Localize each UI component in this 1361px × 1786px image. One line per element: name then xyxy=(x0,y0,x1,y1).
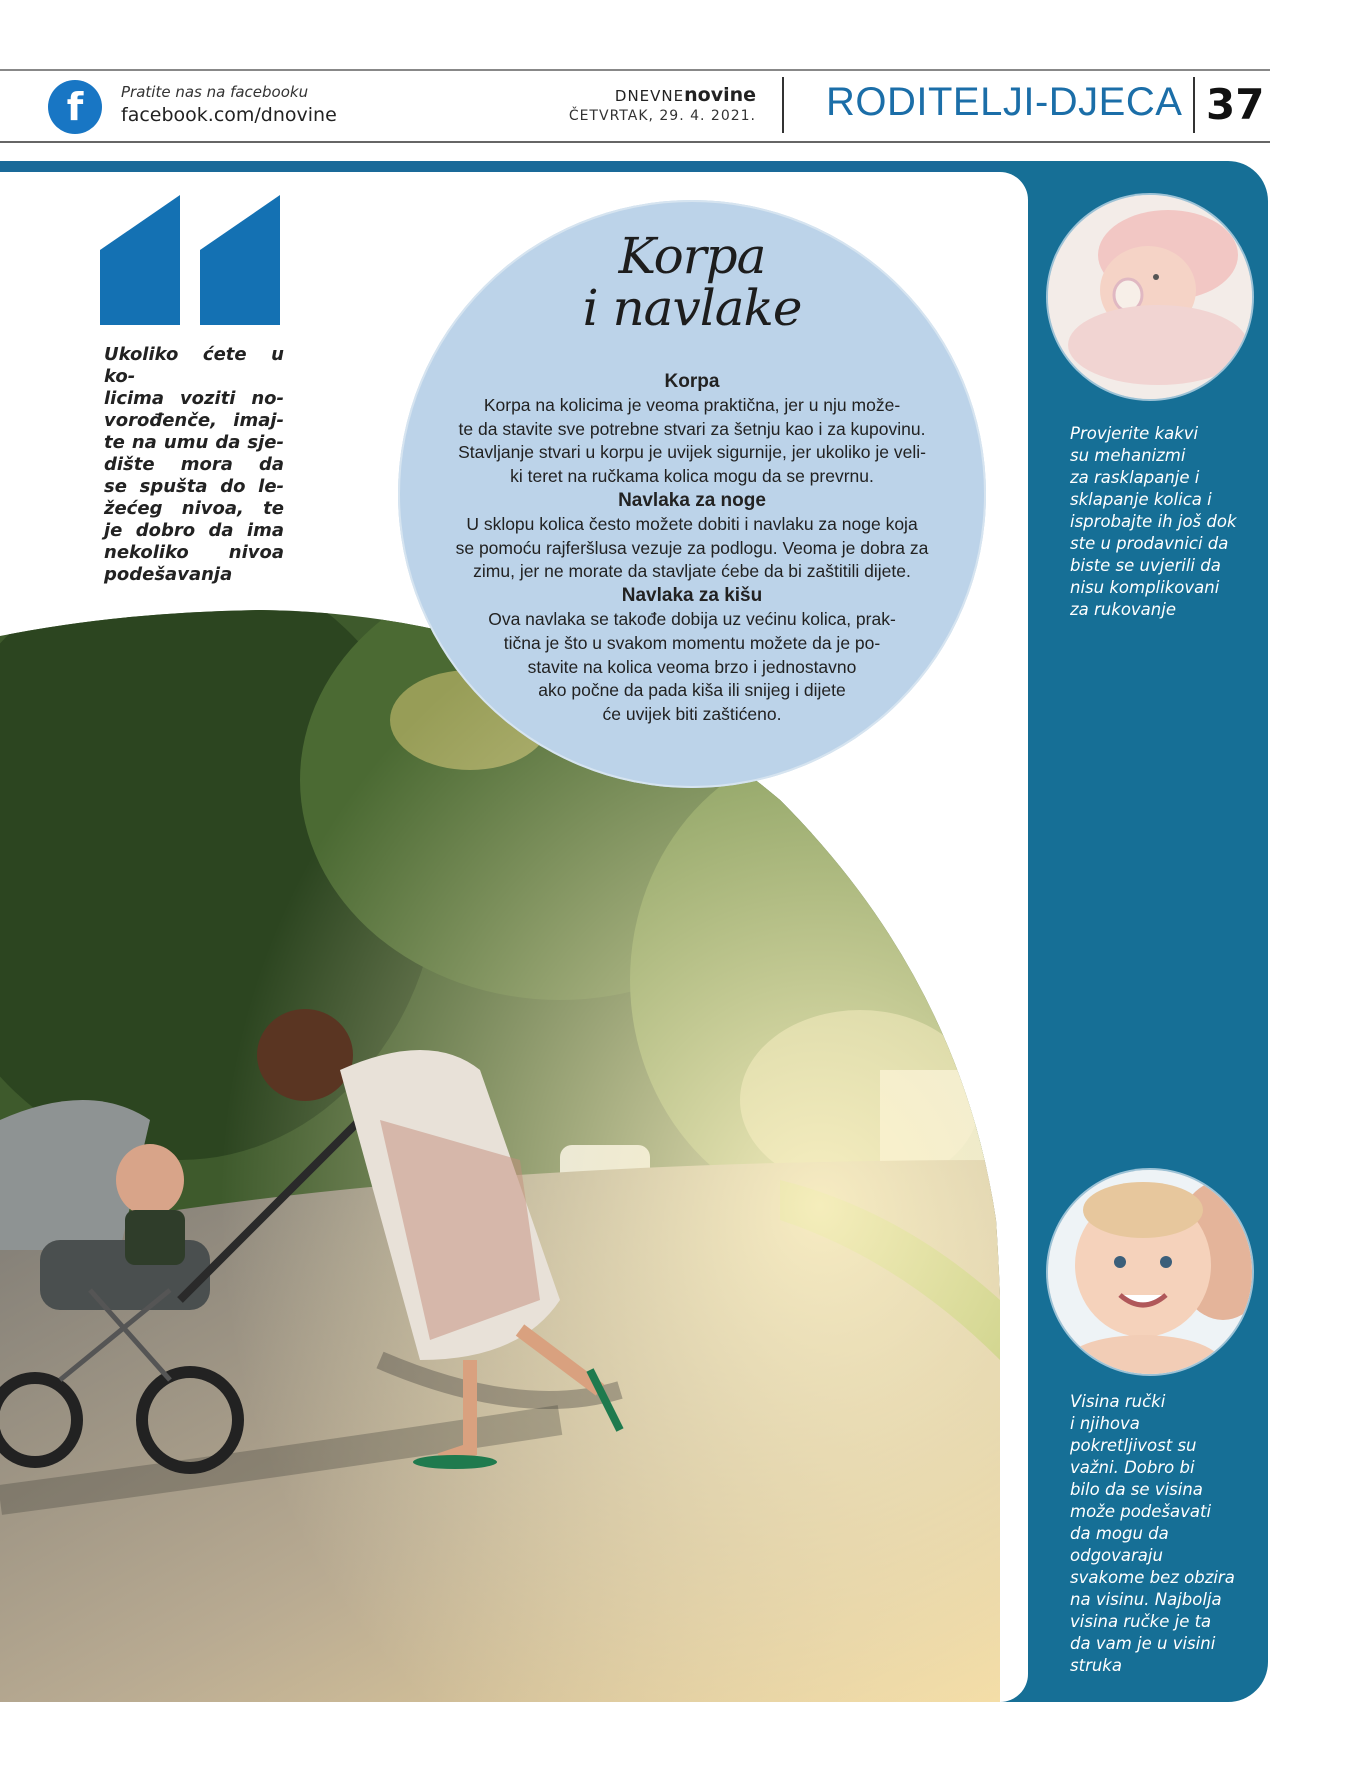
masthead-light: DNEVNE xyxy=(614,87,685,105)
tip-line: svakome bez obzira xyxy=(1070,1568,1235,1587)
top-accent-bar xyxy=(0,161,1020,172)
sidebar-tip-handle-height xyxy=(1070,1391,1260,1677)
body-line: te da stavite sve potrebne stvari za šetnju kao i za kupovinu. xyxy=(458,418,926,439)
sidebar-tip-mechanisms xyxy=(1070,423,1260,621)
tip-line: nisu komplikovani xyxy=(1070,578,1220,597)
header-divider xyxy=(1193,77,1195,133)
tip-line: za rasklapanje i xyxy=(1070,468,1200,487)
body-line: ako počne da pada kiša ili snijeg i dijete xyxy=(538,680,846,701)
tip-line: bilo da se visina xyxy=(1070,1480,1203,1499)
issue-date: ČETVRTAK, 29. 4. 2021. xyxy=(568,108,756,124)
baby-pacifier-photo xyxy=(1048,195,1252,399)
intro-line: žećeg nivoa, te xyxy=(104,498,284,519)
header-top-rule xyxy=(0,69,1270,71)
intro-line: Ukoliko ćete u ko- xyxy=(104,344,284,387)
intro-line: je dobro da ima xyxy=(104,520,284,541)
intro-line: licima voziti no- xyxy=(104,388,284,409)
facebook-prompt: Pratite nas na facebooku xyxy=(121,83,309,101)
tip-line: važni. Dobro bi xyxy=(1070,1458,1195,1477)
intro-line: nekoliko nivoa xyxy=(104,542,284,563)
body-line: ki teret na ručkama kolica mogu da se prevrnu. xyxy=(510,466,874,487)
baby-mother-illustration xyxy=(1048,1170,1252,1374)
body-line: stavite na kolica veoma brzo i jednostavno xyxy=(527,656,857,677)
intro-line: podešavanja xyxy=(104,564,233,585)
tip-line: sklapanje kolica i xyxy=(1070,490,1212,509)
tip-line: za rukovanje xyxy=(1070,600,1176,619)
tip-line: Visina ručki xyxy=(1070,1392,1166,1411)
body-line: tična je što u svakom momentu možete da je po- xyxy=(503,632,881,653)
baby-pacifier-illustration xyxy=(1048,195,1252,399)
intro-line: vorođenče, imaj- xyxy=(104,410,284,431)
article-title xyxy=(398,227,986,337)
body-line: Korpa na kolicima je veoma praktična, jer u nju može- xyxy=(483,394,901,415)
intro-line: dište mora da xyxy=(104,454,284,475)
tip-line: na visinu. Najbolja xyxy=(1070,1590,1222,1609)
tip-line: da mogu da xyxy=(1070,1524,1169,1543)
intro-line: se spušta do le- xyxy=(104,476,284,497)
tip-line: biste se uvjerili da xyxy=(1070,556,1221,575)
article-title-line: i navlake xyxy=(582,279,802,337)
facebook-link[interactable]: facebook.com/dnovine xyxy=(121,104,337,126)
body-line: Stavljanje stvari u korpu je uvijek sigurnije, jer ukoliko je veli- xyxy=(458,442,926,463)
baby-mother-photo xyxy=(1048,1170,1252,1374)
masthead-name xyxy=(569,84,756,106)
tip-line: Provjerite kakvi xyxy=(1070,424,1199,443)
body-line: U sklopu kolica često možete dobiti i navlaku za noge koja xyxy=(466,513,918,534)
subheading: Korpa xyxy=(664,371,720,392)
intro-line: te na umu da sje- xyxy=(104,432,284,453)
intro-pullquote xyxy=(104,344,284,586)
article-body xyxy=(398,370,986,727)
masthead xyxy=(569,84,756,124)
mother-stroller-photo xyxy=(0,600,1000,1702)
tip-line: isprobajte ih još dok xyxy=(1070,512,1237,531)
header-bottom-rule xyxy=(0,141,1270,143)
subheading: Navlaka za kišu xyxy=(621,585,763,607)
quote-mark-icon xyxy=(100,195,280,325)
page-number: 37 xyxy=(1206,80,1265,129)
tip-line: struka xyxy=(1070,1656,1122,1675)
body-line: će uvijek biti zaštićeno. xyxy=(602,704,782,725)
tip-line: i njihova xyxy=(1070,1414,1140,1433)
facebook-icon[interactable]: f xyxy=(48,80,102,134)
tip-line: može podešavati xyxy=(1070,1502,1212,1521)
tip-line: da vam je u visini xyxy=(1070,1634,1216,1653)
subheading: Navlaka za noge xyxy=(618,489,766,511)
body-line: Ova navlaka se takođe dobija uz većinu kolica, prak- xyxy=(488,608,896,629)
tip-line: pokretljivost su xyxy=(1070,1436,1197,1455)
article-title-line: Korpa xyxy=(618,227,766,285)
tip-line: visina ručke je ta xyxy=(1070,1612,1212,1631)
tip-line: odgovaraju xyxy=(1070,1546,1163,1565)
body-line: se pomoću rajferšlusa vezuje za podlogu. Veoma je dobra za xyxy=(455,537,929,558)
header-divider xyxy=(782,77,784,133)
body-line: zimu, jer ne morate da stavljate ćebe da bi zaštitili dijete. xyxy=(473,561,911,582)
tip-line: ste u prodavnici da xyxy=(1070,534,1229,553)
section-title: RODITELJI-DJECA xyxy=(826,80,1183,124)
tip-line: su mehanizmi xyxy=(1070,446,1186,465)
masthead-bold: novine xyxy=(684,84,756,106)
